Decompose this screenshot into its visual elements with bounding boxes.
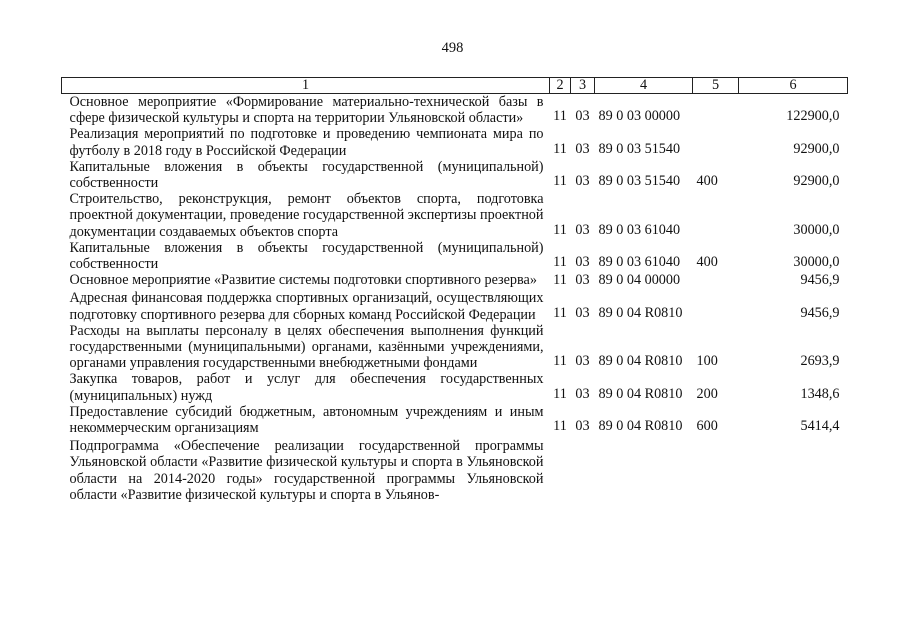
header-col-2: 2 (550, 78, 571, 94)
row-section: 11 (553, 173, 567, 190)
row-amount: 9456,9 (800, 272, 840, 289)
header-col-6: 6 (739, 78, 848, 94)
row-target-code: 89 0 04 R0810 (598, 304, 683, 321)
table-row (62, 272, 848, 290)
row-description: Основное мероприятие «Развитие системы подготовки спортивного резерва» (69, 272, 537, 289)
table-row-continued (62, 436, 848, 503)
empty-cell (739, 436, 848, 503)
row-subsection: 03 (575, 108, 590, 125)
empty-cell (571, 436, 595, 503)
header-row (62, 78, 848, 94)
row-amount: 122900,0 (786, 108, 840, 125)
row-target-code: 89 0 03 51540 (598, 173, 681, 190)
row-section: 11 (553, 418, 567, 435)
row-target-code: 89 0 03 00000 (598, 108, 681, 125)
table-row (62, 94, 848, 127)
row-expense-type (693, 94, 739, 127)
row-target-code: 89 0 04 R0810 (598, 385, 683, 402)
header-col-5: 5 (693, 78, 739, 94)
row-section: 11 (553, 254, 567, 271)
row-subsection: 03 (575, 254, 590, 271)
row-subsection: 03 (575, 385, 590, 402)
row-amount: 2693,9 (800, 353, 840, 370)
header-col-3: 3 (571, 78, 595, 94)
empty-cell (550, 436, 571, 503)
table-row (62, 159, 848, 191)
row-description: Строительство, реконструкция, ремонт объектов спорта, подготовка проектной документации, проведение государственной экспертизы проектной документации создаваемых объектов спорта (69, 191, 544, 240)
row-target-code: 89 0 04 R0810 (598, 353, 683, 370)
header-col-4: 4 (595, 78, 693, 94)
row-expense-type: 600 (696, 418, 718, 435)
row-section: 11 (553, 304, 567, 321)
row-subsection: 03 (575, 272, 590, 289)
header-col-1: 1 (62, 78, 550, 94)
budget-table (61, 77, 848, 503)
table-row (62, 191, 848, 240)
table-row (62, 126, 848, 158)
row-expense-type (693, 126, 739, 158)
row-description: Капитальные вложения в объекты государственной (муниципальной) собственности (69, 239, 544, 273)
row-target-code: 89 0 03 51540 (598, 140, 681, 157)
row-subsection: 03 (575, 221, 590, 238)
row-expense-type (693, 191, 739, 240)
row-subsection: 03 (575, 418, 590, 435)
table-row (62, 371, 848, 403)
table-row (62, 290, 848, 322)
row-description: Реализация мероприятий по подготовке и проведению чемпионата мира по футболу в 2018 году в Российской Федерации (69, 126, 544, 159)
row-description: Предоставление субсидий бюджетным, автономным учреждениям и иным некоммерческим организациям (69, 403, 544, 437)
row-target-code: 89 0 04 00000 (598, 272, 681, 289)
row-subsection: 03 (575, 140, 590, 157)
row-expense-type (693, 272, 739, 290)
row-section: 11 (553, 221, 567, 238)
row-description: Закупка товаров, работ и услуг для обеспечения государственных (муниципальных) нужд (69, 371, 544, 404)
table-row (62, 240, 848, 272)
table-row (62, 323, 848, 372)
row-amount: 92900,0 (793, 140, 840, 157)
row-expense-type: 400 (696, 173, 718, 190)
page-number: 498 (441, 40, 464, 56)
row-description: Адресная финансовая поддержка спортивных организаций, осуществляющих подготовку спортивного резерва для сборных команд Российской Федерации (69, 290, 544, 323)
row-expense-type: 400 (696, 254, 718, 271)
row-amount: 1348,6 (800, 385, 840, 402)
row-section: 11 (553, 140, 567, 157)
row-target-code: 89 0 03 61040 (598, 221, 681, 238)
row-subsection: 03 (575, 353, 590, 370)
row-amount: 30000,0 (793, 254, 840, 271)
row-expense-type: 200 (696, 385, 718, 402)
row-target-code: 89 0 04 R0810 (598, 418, 683, 435)
row-amount: 30000,0 (793, 221, 840, 238)
row-expense-type (693, 290, 739, 322)
row-expense-type: 100 (696, 353, 718, 370)
table-row (62, 404, 848, 436)
row-target-code: 89 0 03 61040 (598, 254, 681, 271)
row-subsection: 03 (575, 173, 590, 190)
row-subsection: 03 (575, 304, 590, 321)
row-section: 11 (553, 385, 567, 402)
empty-cell (693, 436, 739, 503)
row-section: 11 (553, 272, 567, 289)
row-section: 11 (553, 353, 567, 370)
row-description: Расходы на выплаты персоналу в целях обеспечения выполнения функций государственными (муниципальными) органами, казёнными учреждениями, органами управления государственными внебюджетными фондами (69, 322, 544, 372)
row-amount: 5414,4 (800, 418, 840, 435)
row-amount: 92900,0 (793, 173, 840, 190)
row-description: Основное мероприятие «Формирование материально-технической базы в сфере физической культуры и спорта на территории Ульяновской области» (69, 94, 544, 127)
empty-cell (595, 436, 693, 503)
row-section: 11 (553, 108, 567, 125)
row-description: Капитальные вложения в объекты государственной (муниципальной) собственности (69, 158, 544, 192)
subprogram-description: Подпрограмма «Обеспечение реализации государственной программы Ульяновской области «Развитие физической культуры и спорта в Ульяновской области на 2014-2020 годы» государственной программы Ульяновской области «Развитие физической культуры и спорта в Ульянов- (69, 438, 544, 503)
row-amount: 9456,9 (800, 304, 840, 321)
